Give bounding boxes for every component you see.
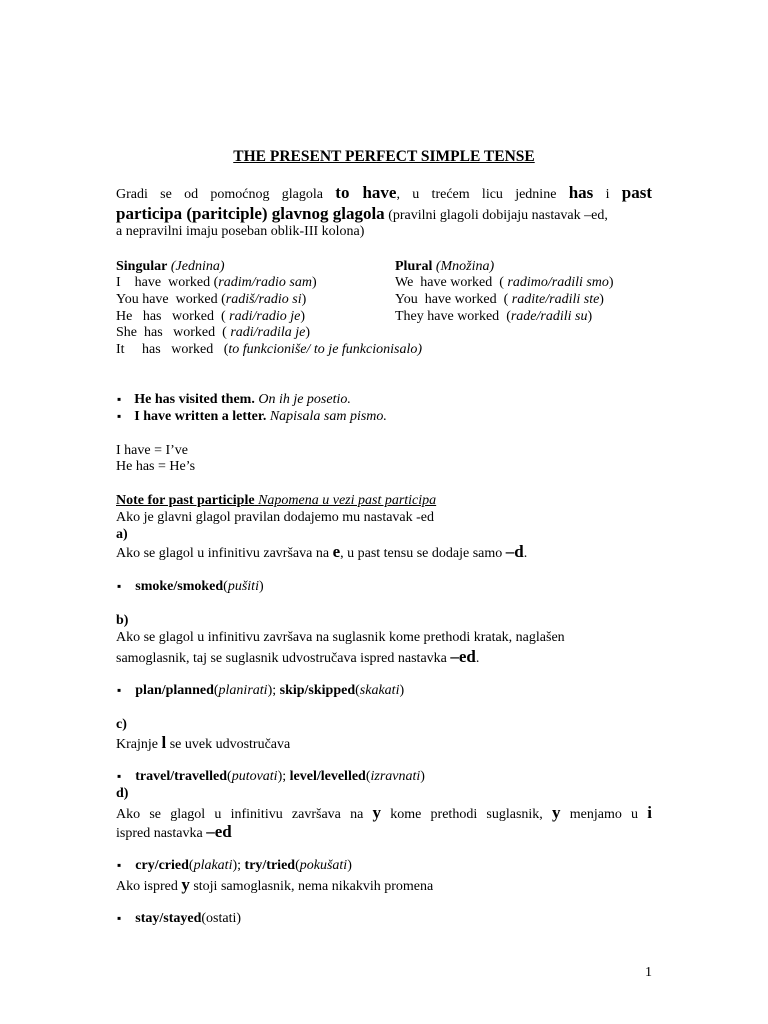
section-d-rule (116, 804, 652, 823)
emphasis: y (372, 803, 382, 822)
note-line: Ako je glavni glagol pravilan dodajemo mu nastavak -ed (116, 510, 435, 525)
section-a-rule (116, 543, 527, 562)
verb-pair: cry/cried (135, 858, 189, 873)
conjugation: You have worked (395, 292, 497, 307)
contraction: He has = He’s (116, 459, 196, 474)
rule-text: Krajnje (116, 737, 162, 752)
rule-text: samoglasnik, taj se suglasnik udvostručava ispred nastavka (116, 651, 451, 666)
paren: ) (311, 275, 317, 290)
paren: ) (599, 292, 604, 307)
participle-term: participa (paritciple) glavnog glagola (116, 204, 385, 223)
translation: plakati (193, 858, 233, 873)
example-item: ▪ cry/cried(plakati); try/tried(pokušati) (117, 858, 352, 873)
plural-translation: (Množina) (435, 259, 495, 274)
rule-text: kome prethodi suglasnik, (381, 807, 553, 822)
translation: radi/radila je (230, 325, 306, 340)
has-term: has (568, 183, 594, 202)
translation: skakati (359, 683, 400, 698)
paren: ( (496, 292, 512, 307)
note-heading (116, 492, 436, 509)
example-item: ▪ plan/planned(planirati); skip/skipped(skakati) (117, 683, 405, 698)
section-d-rule (116, 823, 232, 842)
paren: ( (223, 579, 228, 594)
plural-label: Plural (395, 259, 433, 274)
emphasis: y (181, 875, 190, 894)
paren: ) (305, 325, 311, 340)
conjugation: I have worked (116, 275, 211, 290)
example-item (117, 578, 264, 595)
paren: ( (213, 309, 230, 324)
paren: ( (492, 275, 508, 290)
rule-text: Ako se glagol u infinitivu završava na (116, 807, 373, 822)
translation: radi/radio je (229, 309, 301, 324)
intro-text: Gradi se od pomoćnog glagola (116, 187, 336, 202)
bullet-icon: ▪ (117, 858, 122, 872)
bullet-icon: ▪ (117, 911, 122, 925)
to-have-term: to have (335, 183, 397, 202)
paren: ( (210, 275, 219, 290)
translation: pušiti (227, 579, 259, 594)
paren: ( (215, 325, 231, 340)
rule-text: menjamo u (560, 807, 648, 822)
paren: ) (301, 292, 307, 307)
bullet-icon: ▪ (117, 769, 122, 783)
note-subtitle: Napomena u vezi past participa (258, 493, 437, 508)
paren: ( (213, 342, 229, 357)
intro-line-2 (116, 205, 608, 224)
section-d-note (116, 876, 433, 895)
singular-translation: (Jednina) (170, 259, 225, 274)
translation: radiš/radio si (225, 292, 302, 307)
translation: planirati (218, 683, 268, 698)
bullet-icon: ▪ (117, 409, 122, 423)
plural-row (395, 274, 614, 291)
singular-header (116, 258, 225, 275)
verb-pair: stay/stayed (135, 911, 202, 926)
emphasis: l (161, 733, 167, 752)
paren: ) (587, 309, 593, 324)
conjugation: He has worked (116, 309, 214, 324)
section-b-rule: Ako se glagol u infinitivu završava na suglasnik kome prethodi kratak, naglašen (116, 630, 565, 645)
emphasis: e (332, 542, 341, 561)
section-d-label: d) (116, 786, 129, 801)
verb-pair: smoke/smoked (135, 579, 224, 594)
section-a-label: a) (116, 527, 128, 542)
rule-text: Ako se glagol u infinitivu završava na (116, 546, 333, 561)
intro-text: (pravilni glagoli dobijaju nastavak –ed, (384, 208, 608, 223)
verb-pair: skip/skipped (279, 683, 356, 698)
singular-label: Singular (116, 259, 168, 274)
rule-text: , u past tensu se dodaje samo (340, 546, 506, 561)
bullet-icon: ▪ (117, 392, 122, 406)
verb-pair: travel/travelled (135, 769, 228, 784)
translation: rade/radili su (510, 309, 588, 324)
example-item (117, 910, 241, 927)
bullet-icon: ▪ (117, 683, 122, 697)
translation: to funkcioniše/ to je funkcionisalo) (228, 342, 423, 357)
conjugation: It has worked (116, 342, 214, 357)
emphasis: –ed (206, 822, 232, 841)
intro-text: , u trećem licu jednine (396, 187, 569, 202)
example-sentence: I have written a letter. (134, 409, 267, 424)
example-translation: On ih je posetio. (254, 392, 351, 407)
plural-row (395, 291, 604, 308)
section-c-rule (116, 734, 290, 753)
separator: ; (272, 683, 280, 698)
intro-text: i (593, 187, 622, 202)
past-term: past (621, 183, 652, 202)
note-title: Note for past participle (116, 493, 255, 508)
page-title: THE PRESENT PERFECT SIMPLE TENSE (233, 148, 535, 165)
page-number: 1 (645, 965, 652, 980)
emphasis: i (647, 803, 652, 822)
singular-row (116, 291, 306, 308)
emphasis: y (552, 803, 561, 822)
singular-row (116, 341, 422, 358)
rule-text: ispred nastavka (116, 826, 207, 841)
rule-text: Ako ispred (116, 879, 182, 894)
section-c-label: c) (116, 717, 127, 732)
intro-line-3: a nepravilni imaju poseban oblik-III kolona) (116, 224, 365, 239)
translation: radim/radio sam (218, 275, 312, 290)
contraction: I have = I’ve (116, 443, 189, 458)
paren: ) (258, 579, 264, 594)
bullet-icon: ▪ (117, 579, 122, 593)
example-sentence: He has visited them. (134, 392, 255, 407)
translation: izravnati (370, 769, 421, 784)
example-item (117, 391, 351, 408)
rule-text: stoji samoglasnik, nema nikakvih promena (189, 879, 434, 894)
example-item: ▪ travel/travelled(putovati); level/levelled(izravnati) (117, 769, 425, 784)
singular-row (116, 308, 305, 325)
verb-pair: level/levelled (289, 769, 366, 784)
example-item (117, 408, 387, 425)
section-b-rule (116, 648, 479, 667)
translation: radimo/radili smo (507, 275, 609, 290)
conjugation: She has worked (116, 325, 216, 340)
translation: radite/radili ste (511, 292, 600, 307)
intro-line-1 (116, 184, 652, 203)
singular-row (116, 274, 317, 291)
paren: ( (217, 292, 226, 307)
rule-text: se uvek udvostručava (166, 737, 291, 752)
conjugation: You have worked (116, 292, 218, 307)
conjugation: We have worked (395, 275, 493, 290)
paren: ) (300, 309, 305, 324)
verb-pair: try/tried (244, 858, 296, 873)
conjugation: They have worked (395, 309, 500, 324)
emphasis: –ed (450, 647, 476, 666)
singular-row (116, 324, 310, 341)
rule-text: . (475, 651, 480, 666)
paren: ( (499, 309, 511, 324)
plural-row (395, 308, 592, 325)
verb-pair: plan/planned (135, 683, 214, 698)
section-b-label: b) (116, 613, 129, 628)
emphasis: –d (505, 542, 524, 561)
example-translation: Napisala sam pismo. (266, 409, 387, 424)
translation: pokušati (299, 858, 348, 873)
translation: (ostati) (201, 911, 242, 926)
rule-text: . (523, 546, 528, 561)
paren: ) (608, 275, 614, 290)
plural-header (395, 258, 494, 275)
translation: putovati (231, 769, 278, 784)
